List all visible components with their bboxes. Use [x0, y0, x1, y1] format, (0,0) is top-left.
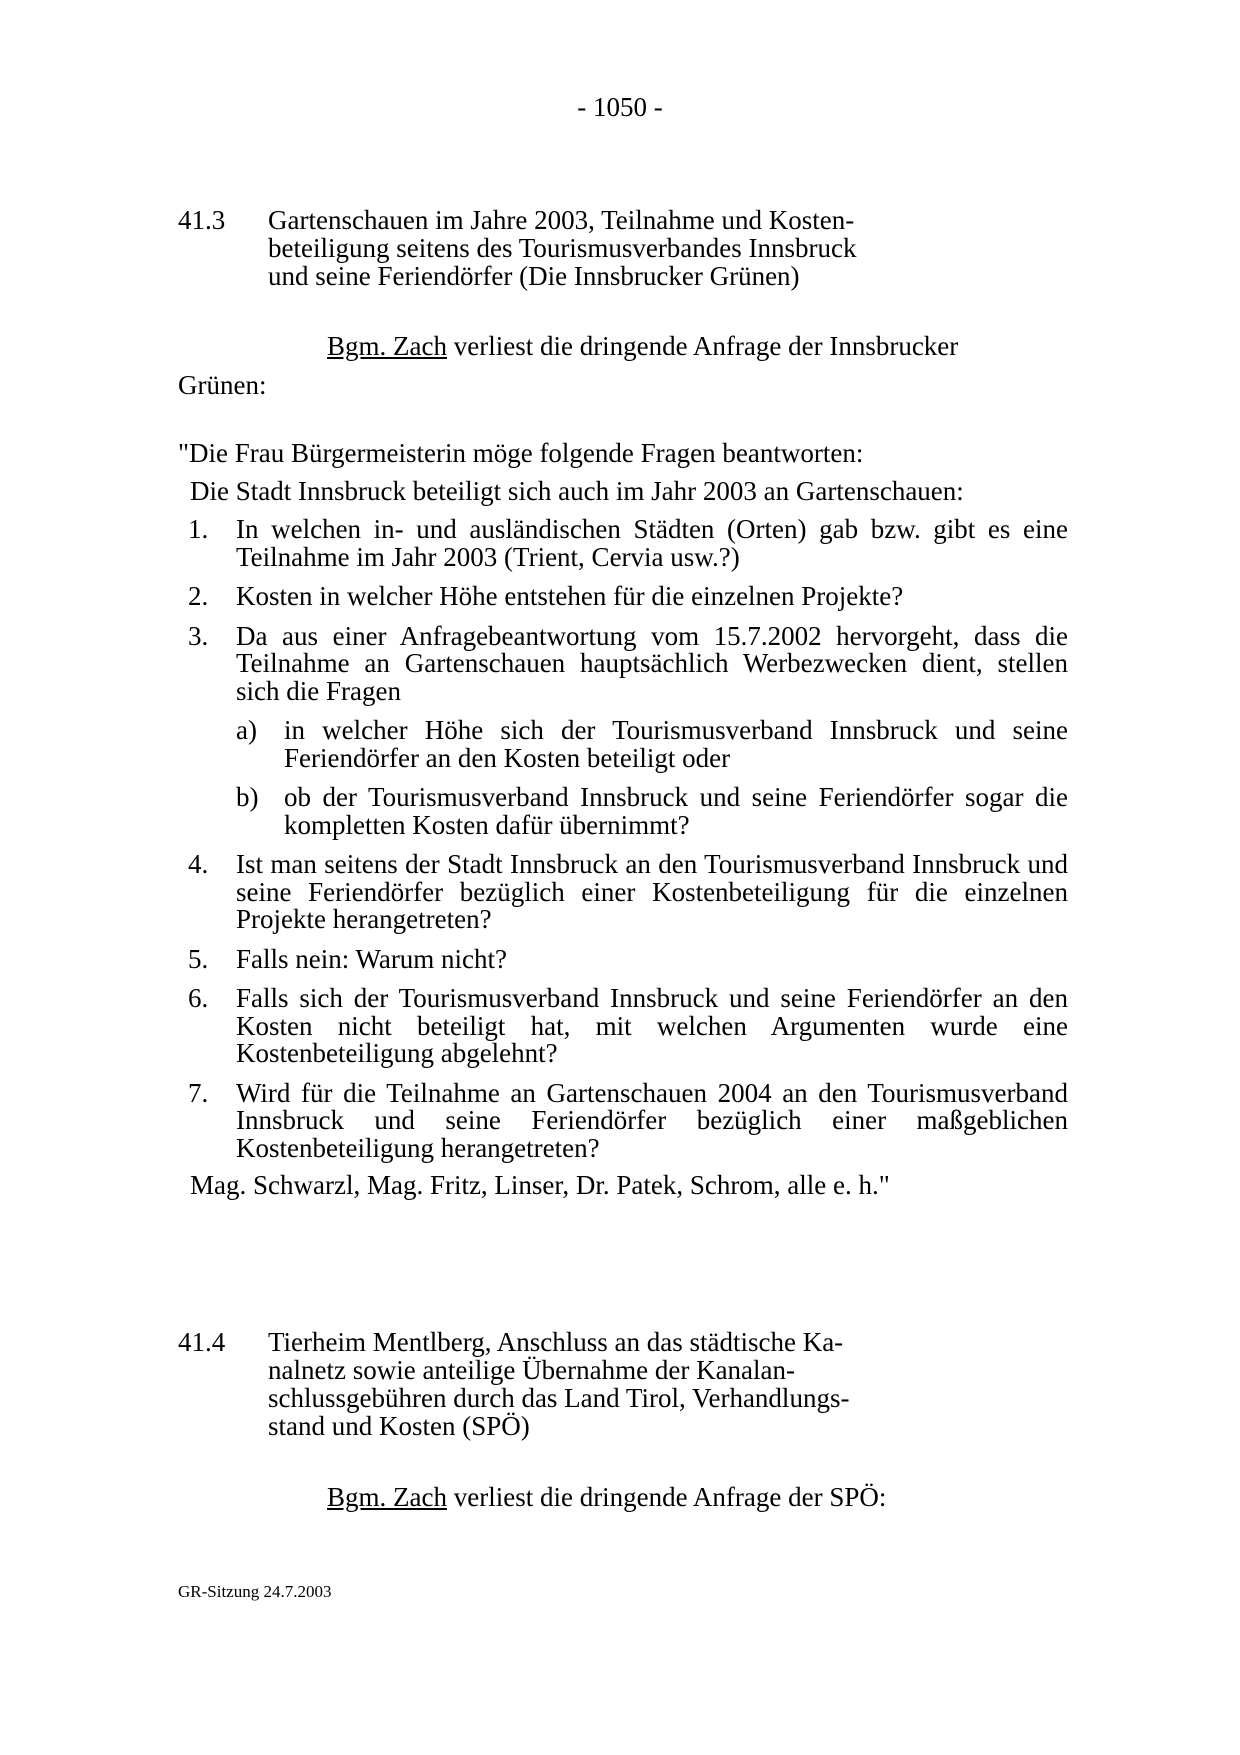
- intro-text: verliest die dringende Anfrage der SPÖ:: [446, 1482, 887, 1512]
- item-text: Kosten in welcher Höhe entstehen für die einzelnen Projekte?: [236, 581, 904, 611]
- intro-line: [327, 1482, 886, 1512]
- sub-item-label: a): [236, 715, 257, 745]
- section-number: 41.4: [178, 1327, 226, 1357]
- item-number: 7.: [188, 1077, 209, 1108]
- list-item: [188, 516, 1068, 571]
- section-title: [268, 206, 938, 290]
- item-text: In welchen in- und ausländischen Städten (Orten) gab bzw. gibt es eine Teilnahme im Jahr 2003 (Trient, Cervia usw.?): [236, 514, 1068, 572]
- item-number: 6.: [188, 983, 209, 1013]
- list-item: [188, 985, 1068, 1068]
- footer: GR-Sitzung 24.7.2003: [178, 1582, 332, 1601]
- item-text: Da aus einer Anfragebeantwortung vom 15.7.2002 hervorgeht, dass die Teilnahme an Gartenschauen hauptsächlich Werbezwecken dient, stellen sich die Fragen: [236, 620, 1068, 706]
- quote-opening: "Die Frau Bürgermeisterin möge folgende Fragen beantworten:: [178, 438, 864, 468]
- list-item: [188, 943, 1068, 974]
- speaker-name: Bgm. Zach: [327, 331, 447, 361]
- title-line: Gartenschauen im Jahre 2003, Teilnahme und Kosten-: [268, 205, 855, 235]
- speaker-name: Bgm. Zach: [327, 1482, 447, 1512]
- title-line: und seine Feriendörfer (Die Innsbrucker Grünen): [268, 261, 800, 291]
- sub-item: [236, 717, 1068, 772]
- title-line: nalnetz sowie anteilige Übernahme der Kanalan-: [268, 1355, 796, 1385]
- item-number: 4.: [188, 849, 209, 879]
- sub-item: [236, 784, 1068, 839]
- item-number: 3.: [188, 620, 209, 651]
- section-41-3-heading: [178, 206, 938, 290]
- item-text: Wird für die Teilnahme an Gartenschauen 2004 an den Tourismusverband Innsbruck und seine Feriendörfer bezüglich einer maßgeblichen Kostenbeteiligung herangetreten?: [236, 1077, 1068, 1163]
- question-list: [188, 516, 1068, 1174]
- title-line: stand und Kosten (SPÖ): [268, 1411, 530, 1441]
- title-line: Tierheim Mentlberg, Anschluss an das städtische Ka-: [268, 1327, 844, 1357]
- item-text: Falls sich der Tourismusverband Innsbruck und seine Feriendörfer an den Kosten nicht beteiligt hat, mit welchen Argumenten wurde eine Kostenbeteiligung abgelehnt?: [236, 983, 1068, 1068]
- item-text: Falls nein: Warum nicht?: [236, 943, 508, 974]
- page-number: - 1050 -: [577, 92, 663, 122]
- item-text: Ist man seitens der Stadt Innsbruck an den Tourismusverband Innsbruck und seine Feriendörfer bezüglich einer Kostenbeteiligung für die einzelnen Projekte herangetreten?: [236, 849, 1068, 934]
- list-item: [188, 620, 1068, 840]
- item-number: 5.: [188, 943, 209, 974]
- title-line: beteiligung seitens des Tourismusverbandes Innsbruck: [268, 233, 857, 263]
- sub-item-text: ob der Tourismusverband Innsbruck und seine Feriendörfer sogar die kompletten Kosten dafür übernimmt?: [284, 782, 1068, 840]
- preamble: Die Stadt Innsbruck beteiligt sich auch im Jahr 2003 an Gartenschauen:: [190, 476, 964, 506]
- sub-item-label: b): [236, 782, 259, 812]
- list-item: [188, 851, 1068, 934]
- item-number: 2.: [188, 581, 209, 611]
- sub-item-text: in welcher Höhe sich der Tourismusverband Innsbruck und seine Feriendörfer an den Kosten beteiligt oder: [284, 715, 1068, 773]
- section-number: 41.3: [178, 205, 226, 235]
- section-title: [268, 1328, 938, 1440]
- intro-line: [327, 331, 958, 361]
- intro-continued: Grünen:: [178, 370, 267, 400]
- list-item: [188, 1077, 1068, 1163]
- list-item: [188, 583, 1068, 611]
- title-line: schlussgebühren durch das Land Tirol, Verhandlungs-: [268, 1383, 850, 1413]
- section-41-4-heading: [178, 1328, 938, 1440]
- intro-text: verliest die dringende Anfrage der Innsbrucker: [446, 331, 959, 361]
- item-number: 1.: [188, 514, 209, 544]
- signatories: Mag. Schwarzl, Mag. Fritz, Linser, Dr. Patek, Schrom, alle e. h.": [190, 1170, 890, 1200]
